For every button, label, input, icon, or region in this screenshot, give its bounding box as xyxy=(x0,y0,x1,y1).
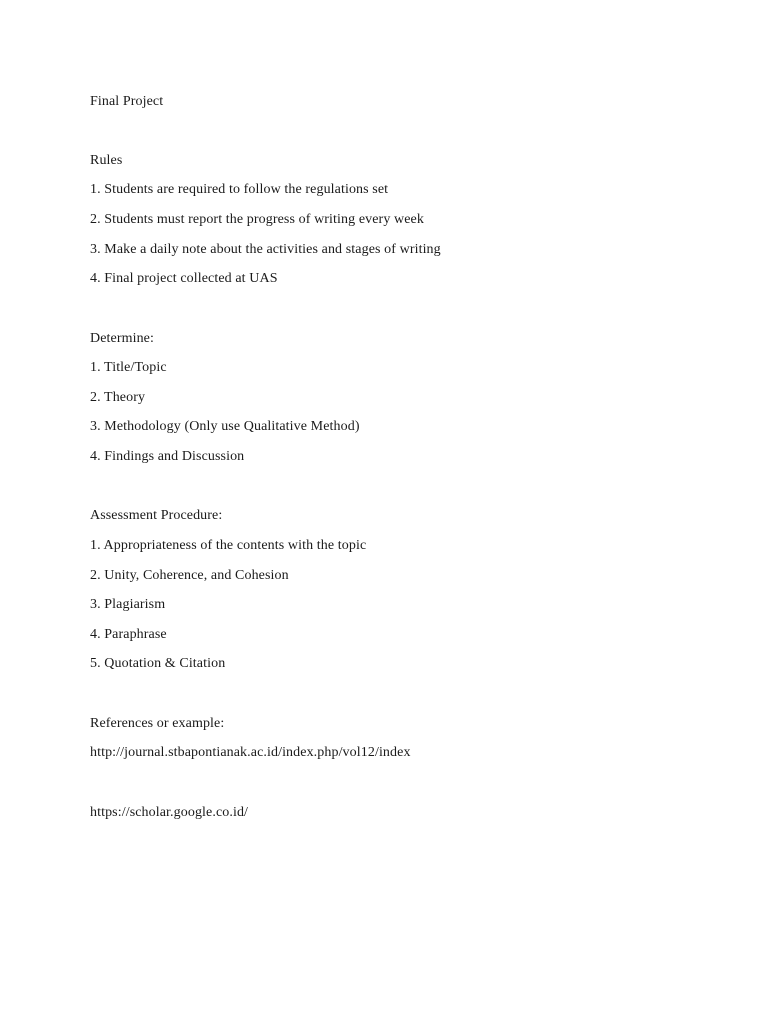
rules-item: 1. Students are required to follow the regulations set xyxy=(90,182,389,197)
assessment-item: 3. Plagiarism xyxy=(90,597,166,612)
determine-item: 1. Title/Topic xyxy=(90,360,167,375)
rules-heading: Rules xyxy=(90,153,123,168)
determine-heading: Determine: xyxy=(90,331,154,346)
rules-item: 2. Students must report the progress of writing every week xyxy=(90,212,424,227)
references-heading: References or example: xyxy=(90,716,225,731)
assessment-item: 4. Paraphrase xyxy=(90,627,167,642)
assessment-item: 5. Quotation & Citation xyxy=(90,656,226,671)
determine-item: 2. Theory xyxy=(90,390,146,405)
document-title: Final Project xyxy=(90,94,164,109)
assessment-heading: Assessment Procedure: xyxy=(90,508,223,523)
reference-link-journal: http://journal.stbapontianak.ac.id/index.php/vol12/index xyxy=(90,745,411,760)
reference-link-scholar: https://scholar.google.co.id/ xyxy=(90,805,249,820)
rules-item: 3. Make a daily note about the activities and stages of writing xyxy=(90,242,441,257)
determine-item: 4. Findings and Discussion xyxy=(90,449,245,464)
assessment-item: 2. Unity, Coherence, and Cohesion xyxy=(90,568,289,583)
rules-item: 4. Final project collected at UAS xyxy=(90,271,278,286)
determine-item: 3. Methodology (Only use Qualitative Method) xyxy=(90,419,360,434)
assessment-item: 1. Appropriateness of the contents with the topic xyxy=(90,538,367,553)
